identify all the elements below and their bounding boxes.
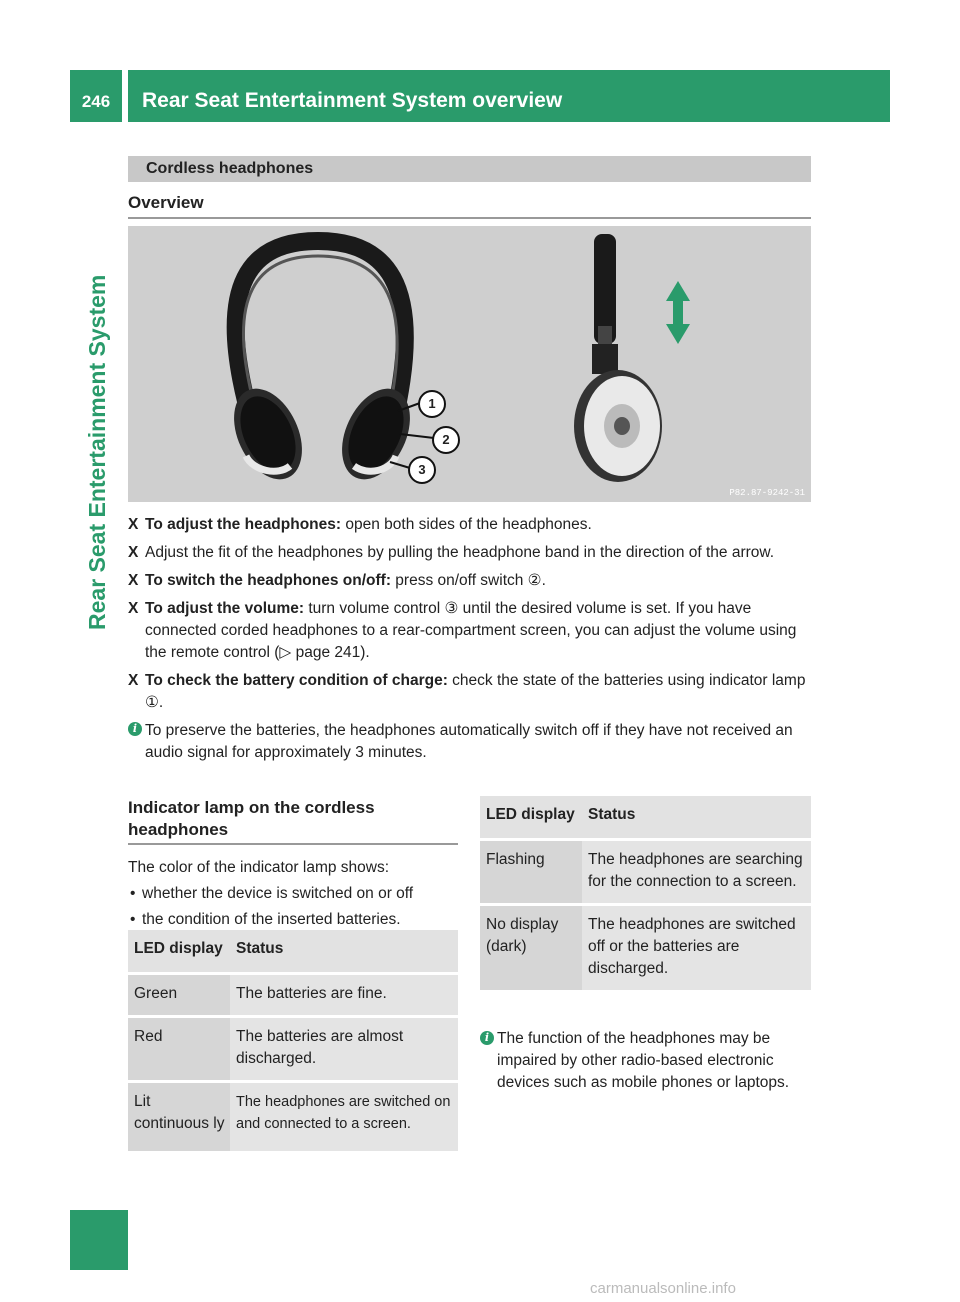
step-text: Adjust the fit of the headphones by pulling the headphone band in the direction of the arrow. bbox=[145, 544, 775, 561]
step-adjust-volume bbox=[128, 598, 818, 664]
table-row bbox=[480, 905, 811, 992]
side-view-illustration bbox=[558, 226, 778, 502]
step-text: press on/off switch ②. bbox=[390, 572, 546, 589]
column-header-status: Status bbox=[582, 796, 811, 840]
led-table-2 bbox=[480, 796, 811, 993]
column-header-led: LED display bbox=[128, 930, 230, 974]
step-adjust-headphones bbox=[128, 514, 818, 536]
led-cell: Flashing bbox=[480, 840, 582, 905]
callout-2: 2 bbox=[432, 426, 460, 454]
list-item bbox=[128, 883, 458, 905]
status-cell: The headphones are switched off or the batteries are discharged. bbox=[582, 905, 811, 992]
status-cell: The batteries are almost discharged. bbox=[230, 1017, 458, 1082]
list-item bbox=[128, 909, 458, 931]
bullet-icon: • bbox=[130, 911, 136, 928]
step-marker-icon: X bbox=[128, 572, 139, 589]
section-subtitle: Overview bbox=[128, 193, 811, 219]
instructions bbox=[128, 514, 818, 764]
info-icon: i bbox=[480, 1031, 494, 1045]
table-row bbox=[128, 1082, 458, 1153]
step-text: turn volume control ③ until the desired volume is set. If you have connected corded headphones to a rear-compartment screen, you can adjust the volume using the remote control (▷ page 241). bbox=[145, 600, 797, 661]
header-divider bbox=[122, 70, 128, 122]
led-table-1 bbox=[128, 930, 458, 1154]
status-cell: The headphones are searching for the connection to a screen. bbox=[582, 840, 811, 905]
indicator-heading: Indicator lamp on the cordless headphones bbox=[128, 797, 458, 845]
table-row bbox=[480, 840, 811, 905]
battery-note bbox=[128, 720, 818, 764]
step-marker-icon: X bbox=[128, 516, 139, 533]
page-title: Rear Seat Entertainment System overview bbox=[142, 89, 563, 112]
step-label: To switch the headphones on/off: bbox=[145, 572, 391, 589]
info-icon: i bbox=[128, 722, 142, 736]
side-tab-block bbox=[70, 1210, 128, 1270]
indicator-bullets bbox=[128, 883, 458, 931]
status-cell: The batteries are fine. bbox=[230, 974, 458, 1017]
side-tab-label: Rear Seat Entertainment System bbox=[84, 274, 110, 630]
column-header-led: LED display bbox=[480, 796, 582, 840]
indicator-section bbox=[128, 797, 458, 935]
table-header bbox=[480, 796, 811, 840]
step-label: To adjust the headphones: bbox=[145, 516, 342, 533]
led-cell: Green bbox=[128, 974, 230, 1017]
step-text: check the state of the batteries using indicator lamp ①. bbox=[145, 672, 806, 711]
arrow-down-icon bbox=[666, 310, 690, 344]
indicator-intro: The color of the indicator lamp shows: bbox=[128, 859, 390, 876]
led-cell: No display (dark) bbox=[480, 905, 582, 992]
table-row bbox=[128, 974, 458, 1017]
section-title: Cordless headphones bbox=[128, 156, 811, 182]
callout-1: 1 bbox=[418, 390, 446, 418]
table-row bbox=[128, 1017, 458, 1082]
step-marker-icon: X bbox=[128, 600, 139, 617]
bullet-icon: • bbox=[130, 885, 136, 902]
step-text: open both sides of the headphones. bbox=[341, 516, 592, 533]
interference-note bbox=[480, 1028, 811, 1094]
step-marker-icon: X bbox=[128, 544, 139, 561]
table-header bbox=[128, 930, 458, 974]
note-text: The function of the headphones may be impaired by other radio-based electronic devices such as mobile phones or laptops. bbox=[497, 1030, 790, 1091]
page-number: 246 bbox=[81, 92, 111, 111]
step-marker-icon: X bbox=[128, 672, 139, 689]
led-cell: Lit continuous ly bbox=[128, 1082, 230, 1153]
led-cell: Red bbox=[128, 1017, 230, 1082]
step-adjust-fit bbox=[128, 542, 818, 564]
column-header-status: Status bbox=[230, 930, 458, 974]
bullet-text: the condition of the inserted batteries. bbox=[142, 911, 401, 928]
bullet-text: whether the device is switched on or off bbox=[142, 885, 414, 902]
status-cell: The headphones are switched on and connected to a screen. bbox=[230, 1082, 458, 1153]
figure-reference: P82.87-9242-31 bbox=[729, 488, 805, 498]
step-label: To check the battery condition of charge: bbox=[145, 672, 448, 689]
note-text: To preserve the batteries, the headphones automatically switch off if they have not received an audio signal for approximately 3 minutes. bbox=[145, 722, 793, 761]
headphones-figure bbox=[128, 226, 811, 502]
step-check-battery bbox=[128, 670, 818, 714]
watermark: carmanualsonline.info bbox=[590, 1280, 736, 1297]
callout-3: 3 bbox=[408, 456, 436, 484]
step-label: To adjust the volume: bbox=[145, 600, 305, 617]
step-switch-on-off bbox=[128, 570, 818, 592]
